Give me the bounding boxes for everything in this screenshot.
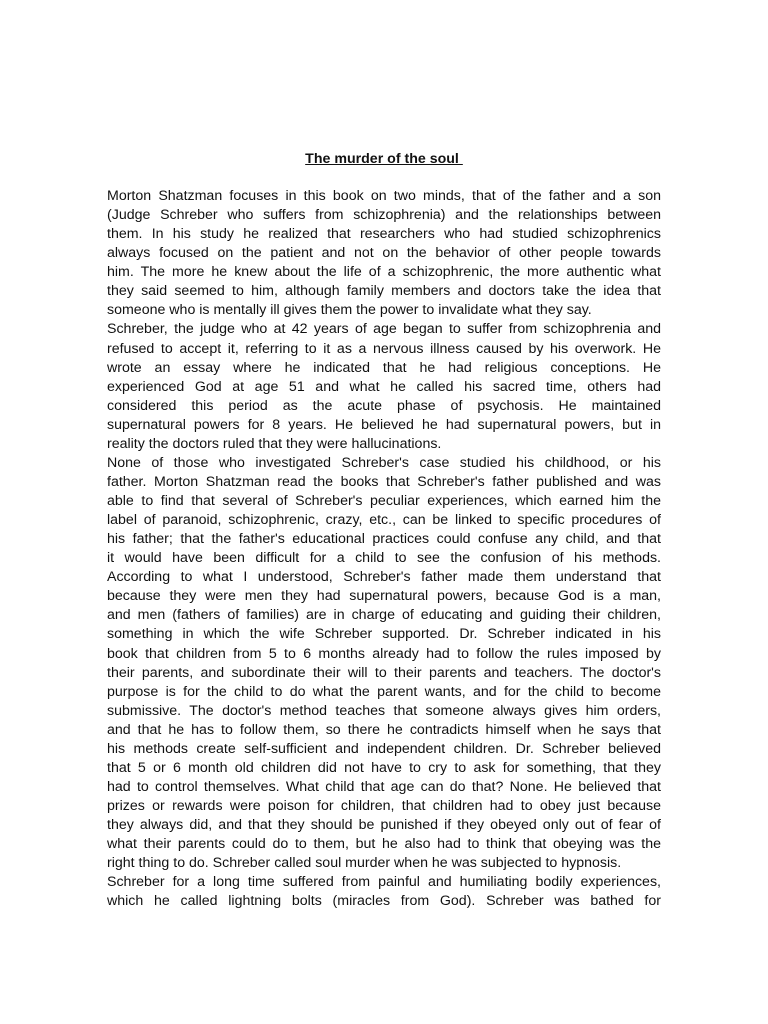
text-line: According to what I understood, Schreber's father made them understand that [107,569,661,586]
text-line: it would have been difficult for a child to see the confusion of his methods. [107,550,661,567]
document-title: The murder of the soul [305,151,463,167]
text-line: wrote an essay where he indicated that he had religious conceptions. He [107,359,661,376]
text-line: prizes or rewards were poison for children, that children had to obey just because [107,798,661,814]
text-line: him. The more he knew about the life of a schizophrenic, the more authentic what [107,264,661,281]
text-line: supernatural powers for 8 years. He believed he had supernatural powers, but in [107,416,661,433]
text-line: submissive. The doctor's method teaches that someone always gives him orders, [107,702,661,719]
text-line: (Judge Schreber who suffers from schizophrenia) and the relationships between [107,207,661,224]
text-line: what their parents could do to them, but he also had to think that obeying was the [107,836,661,853]
text-line: that 5 or 6 month old children did not have to cry to ask for something, that they [107,759,661,776]
text-line: they always did, and that they should be punished if they obeyed only out of fear of [107,817,661,834]
text-line: label of paranoid, schizophrenic, crazy, etc., can be linked to specific procedures of [107,512,661,529]
text-line: his methods create self-sufficient and independent children. Dr. Schreber believed [107,740,661,757]
text-line: and men (fathers of families) are in charge of educating and guiding their children, [107,607,661,624]
text-line: Schreber for a long time suffered from painful and humiliating bodily experiences, [107,874,661,891]
text-line: Schreber, the judge who at 42 years of age began to suffer from schizophrenia and [107,321,661,338]
text-line: able to find that several of Schreber's peculiar experiences, which earned him the [107,493,661,509]
text-line: experienced God at age 51 and what he called his sacred time, others had [107,378,661,395]
text-line: someone who is mentally ill gives them the power to invalidate what they say. [107,302,592,319]
text-line: because they were men they had supernatural powers, because God is a man, [107,588,661,605]
text-line: book that children from 5 to 6 months already had to follow the rules imposed by [107,645,661,662]
text-line: his father; that the father's educational practices could confuse any child, and that [107,531,661,548]
text-line: father. Morton Shatzman read the books that Schreber's father published and was [107,473,661,490]
text-line: them. In his study he realized that researchers who had studied schizophrenics [107,226,661,243]
text-line: always focused on the patient and not on the behavior of other people towards [107,245,661,262]
text-line: None of those who investigated Schreber's case studied his childhood, or his [107,454,661,471]
text-line: which he called lightning bolts (miracles from God). Schreber was bathed for [107,893,661,910]
text-line: purpose is for the child to do what the parent wants, and for the child to become [107,683,661,700]
text-line: right thing to do. Schreber called soul murder when he was subjected to hypnosis. [107,855,622,872]
text-line: something in which the wife Schreber supported. Dr. Schreber indicated in his [107,626,661,643]
text-line: they said seemed to him, although family members and doctors take the idea that [107,283,661,300]
text-line: reality the doctors ruled that they were hallucinations. [107,435,442,452]
text-line: had to control themselves. What child that age can do that? None. He believed that [107,778,661,795]
text-line: refused to accept it, referring to it as a nervous illness caused by his overwork. He [107,340,661,357]
text-line: their parents, and subordinate their will to their parents and teachers. The doctor's [107,664,661,681]
text-line: Morton Shatzman focuses in this book on two minds, that of the father and a son [107,188,661,204]
text-line: considered this period as the acute phase of psychosis. He maintained [107,397,661,414]
text-line: and that he has to follow them, so there he contradicts himself when he says that [107,721,661,738]
document-body [107,187,661,911]
